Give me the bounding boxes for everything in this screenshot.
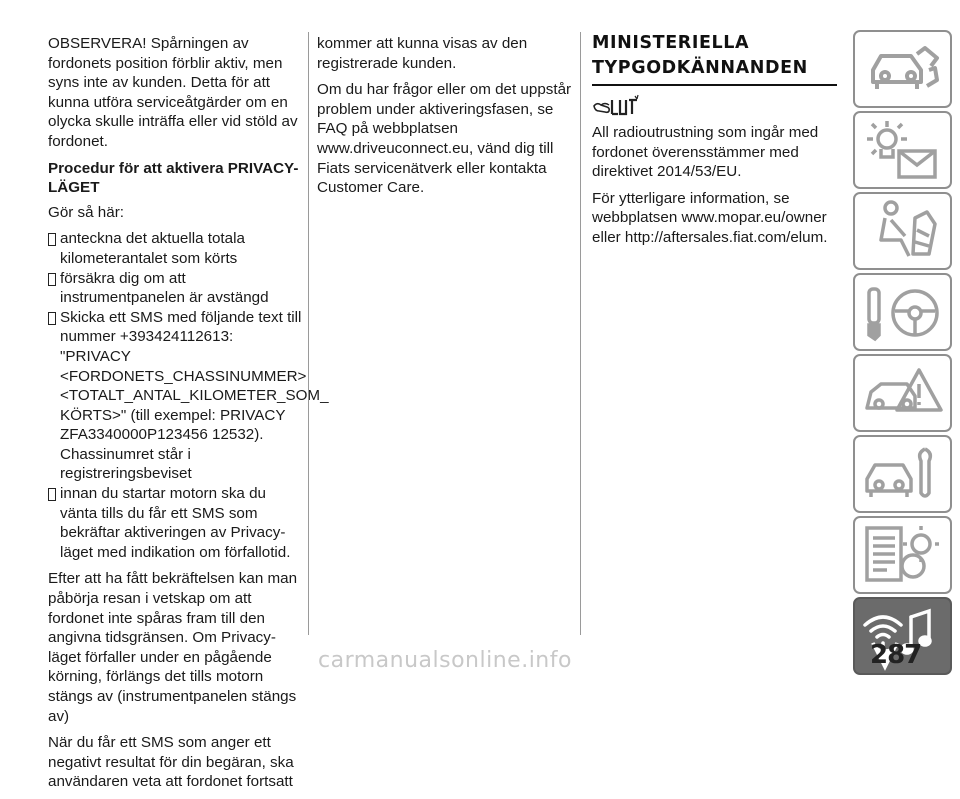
tab-safety[interactable] [853,192,952,270]
emergency-icon [855,356,950,430]
tab-emergency[interactable] [853,354,952,432]
paragraph: För ytterligare information, se webbplatsen www.mopar.eu/owner eller http://aftersales.fiat.com/elum. [592,189,828,246]
technical-data-icon [855,518,950,592]
warning-lights-messages-icon [855,113,950,187]
paragraph: Gör så här: [48,203,124,221]
paragraph: All radioutrustning som ingår med fordonet överensstämmer med direktivet 2014/53/EU. [592,124,819,181]
radio-hand-icon [592,94,640,116]
watermark: carmanualsonline.info [318,648,572,673]
list-item: anteckna det aktuella totala kilometerantalet som körts [48,229,302,268]
section-title-line2: TYPGODKÄNNANDEN [592,58,808,78]
page-number: 287 [870,640,922,670]
paragraph: När du får ett SMS som anger ett negativt resultat för din begäran, ska användaren veta att fordonet fortsatt [48,734,294,791]
car-overview-icon [855,32,950,106]
text-column-1 [48,34,329,799]
paragraph: OBSERVERA! Spårningen av fordonets position förblir aktiv, men syns inte av kunden. Detta för att kunna utföra serviceåtgärder om en olycka skulle inträffa eller vid stöld av fordonet. [48,35,298,150]
section-title-line1: MINISTERIELLA [592,33,750,53]
list-item: Skicka ett SMS med följande text till nummer +393424112613: "PRIVACY <FORDONETS_CHASSINUMMER> <TOTALT_ANTAL_KILOMETER_SOM_ KÖRTS>" (till exempel: PRIVACY ZFA3340000P123456 12532). Chassinumret står i registreringsbeviset [48,308,302,484]
safety-airbag-icon [855,194,950,268]
paragraph: Efter att ha fått bekräftelsen kan man påbörja resan i vetskap om att fordonet inte spåras fram till den angivna tidsgränsen. Om Privacy-läget förfaller under en pågående körning, förlängs det tills motorn stängs av (instrumentpanelen stängs av) [48,570,298,725]
list-item: innan du startar motorn ska du vänta tills du får ett SMS som bekräftar aktiveringen av Privacy-läget med indikation om förfallotid. [48,484,302,562]
paragraph: Om du har frågor eller om det uppstår problem under aktiveringsfasen, se FAQ på webbplatsen www.driveuconnect.eu, vänd dig till Fiats servicenätverk eller kontakta Customer Care. [317,81,572,197]
starting-driving-icon [855,275,950,349]
text-column-2 [317,34,573,205]
maintenance-icon [855,437,950,511]
tab-car-overview[interactable] [853,30,952,108]
tab-maintenance[interactable] [853,435,952,513]
list-item: försäkra dig om att instrumentpanelen är avstängd [48,269,302,308]
tab-warning-lights[interactable] [853,111,952,189]
text-column-3 [592,34,837,255]
tab-starting-driving[interactable] [853,273,952,351]
title-underline [592,84,837,86]
column-divider [580,32,581,635]
paragraph: kommer att kunna visas av den registrerade kunden. [317,35,528,72]
section-heading: Procedur för att aktivera PRIVACY-LÄGET [48,159,299,197]
column-divider [308,32,309,635]
tab-technical-data[interactable] [853,516,952,594]
